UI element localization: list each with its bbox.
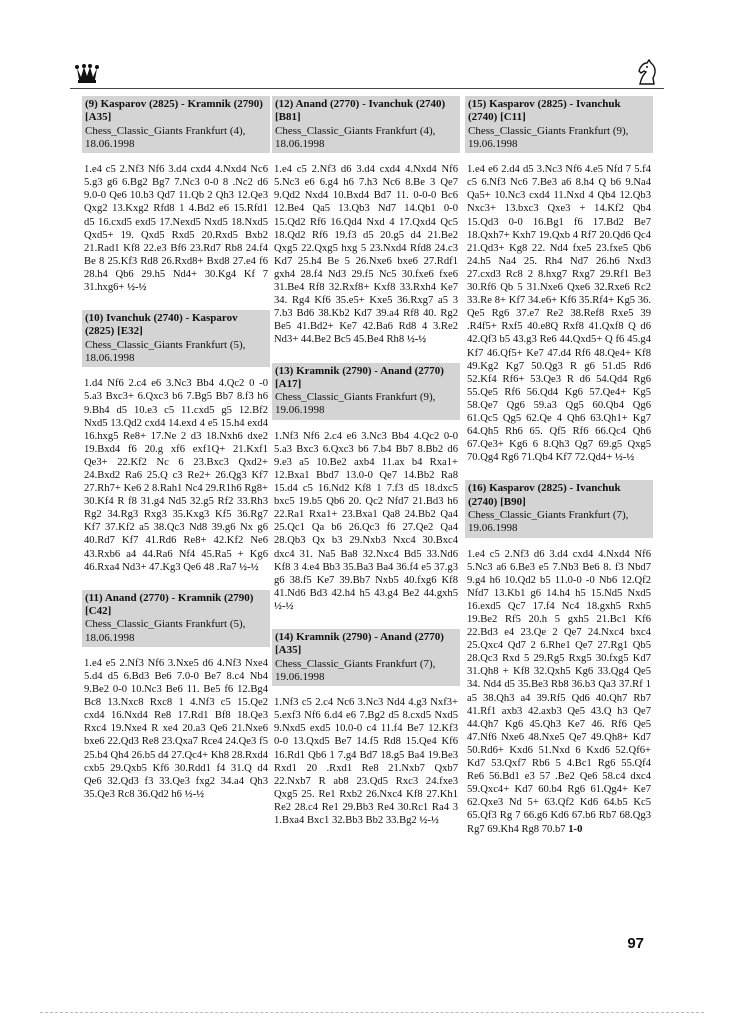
game-result: ½-½ [127, 282, 147, 294]
moves-text: 1.e4 c5 2.Nf3 d6 3.d4 cxd4 4.Nxd4 Nf6 5.Nc3 e6 6.g4 h6 7.h3 Nc6 8.Be 3 Qe7 9.Qd2 Nxd4 10.Bxd4 Bd7 11. 0-0-0 Bc6 12.Be4 Qa5 13.Qb3 Nd7 14.Qb1 0-0 15.Qd2 Rf6 16.Qd4 Nxd 4 17.Qxd4 Qc5 18.Qd2 Rf6 19.f3 d5 20.g5 d4 21.Be2 Qxg5 22.Qxg5 hxg 5 23.Nxd4 Rfd8 24.c3 Kd7 25.h4 Be 5 26.Nxe6 bxe6 27.Rdf1 gxh4 28.f4 Nd3 29.f5 Nc5 30.fxe6 fxe6 31.Be4 Rf8 32.Rxf8+ Kxf8 33.Rxh4 Ke7 34. Rg4 Kf6 35.e5+ Kxe5 36.Rxg7 a5 3 7.b3 Bd6 38.Kb2 Kd7 39.a4 Rf8 40. Rg2 Be5 41.Bd2+ Ke7 42.Ba6 Rd8 4 3.Re2 Nd3+ 44.Be2 Bc5 45.Be4 Rh8 [274, 164, 458, 346]
column-3 [465, 96, 653, 852]
moves-text: 1.e4 c5 2.Nf3 d6 3.d4 cxd4 4.Nxd4 Nf6 5.Nc3 a6 6.Be3 e5 7.Nb3 Be6 8. f3 Nbd7 9.g4 h6 10.Qd2 b5 11.0-0 -0 Nb6 12.Qf2 Nfd7 13.Kb1 g6 14.h4 h5 15.Nd5 Nxd5 16.exd5 Qc7 17.f4 Nc4 18.gxh5 Rxh5 19.Be2 Rf5 20.h 5 gxh5 21.Bc1 Kf6 22.Bd3 e4 23.Qe 2 Qe7 24.Nxc4 bxc4 25.Qxc4 Qd7 2 6.Rhe1 Qe7 27.Rg1 Qb5 28.Qc3 Rxd 5 29.Rg5 Rxg5 30.fxg5 Kd7 31.Qh8 + Kf8 32.Qxh5 Kg6 33.Qg4 Qe5 34. Nd4 d5 35.Be3 Rb8 36.b3 Qa3 37.Rf 1 a5 38.Qh3 a4 39.Rf5 Qd6 40.Qh7 Rb7 41.Rf1 axb3 42.axb3 Qe5 43.Q h3 Qe7 44.Qh7 Kg6 45.Qh3 Ke7 46. Rf6 Qe5 47.Nf6 Nxe6 48.Nxe5 Qe7 49.Qh8+ Kd7 50.Rd6+ Kxd6 51.Nxd 6 Kxd6 52.Qf6+ Kd7 53.Qxf7 Rb6 5 4.Bc1 Rg6 55.Qf4 Re6 56.Bd1 e3 57 .Be2 Qe6 58.c4 dxc4 59.Qxc4+ Kd7 60.b4 Rg6 61.Qg4+ Ke7 62.Qxe3 Nd 5+ 63.Qf2 Kd6 64.b5 Kc5 65.Qf3 Rg 7 66.g6 Kd6 67.b6 Rb7 68.Qg3 Rg7 69.Kh4 Rg8 70.b7 [467, 548, 651, 835]
game-event: Chess_Classic_Giants Frankfurt (9), [468, 124, 629, 137]
queen-icon [74, 62, 100, 84]
game-moves [82, 163, 270, 294]
game-event: Chess_Classic_Giants Frankfurt (4), [85, 124, 246, 137]
game-header [272, 629, 460, 686]
game-date: 18.06.1998 [85, 631, 135, 644]
game-moves [465, 163, 653, 464]
game-entry [82, 96, 270, 294]
game-date: 19.06.1998 [468, 522, 518, 535]
game-entry [82, 310, 270, 574]
game-header [272, 363, 460, 420]
game-header [82, 590, 270, 647]
game-title: (11) Anand (2770) - Kramnik (2790) [C42] [85, 591, 254, 618]
game-moves [82, 377, 270, 573]
moves-text: 1.e4 e6 2.d4 d5 3.Nc3 Nf6 4.e5 Nfd 7 5.f4 c5 6.Nf3 Nc6 7.Be3 a6 8.h4 Q b6 9.Na4 Qa5+ 10.Nc3 cxd4 11.Nxd 4 Qb4 12.Qb3 Nxc3+ 13.bxc3 Qxe3 + 14.Kf2 Qb4 15.Qd3 0-0 16.Bg1 f6 17.Bd2 Be7 18.Qxh7+ Kxh7 19.Qxb 4 Rf7 20.Qd6 Qc4 21.Qd3+ Kg8 22. Nd4 fxe5 23.fxe5 Qb6 24.h5 Na4 25. Rh4 Nd7 26.h6 Nxd3 27.cxd3 Rc8 2 8.hxg7 Rxg7 29.Rf1 Be3 30.Rf6 Qb 5 31.Nxe6 Qxe6 32.Rxe6 Rc2 33.Re 8+ Kf7 34.e6+ Kf6 35.Rf4+ Kg5 36. Qe5 Rg6 37.e7 Re2 38.Ref8 Rxe5 39 .R4f5+ Rxf5 40.e8Q Rxf8 41.Qxf8 Q d6 42.Qf3 b5 43.g3 Re6 44.Qxd5+ Q f6 45.g4 Kf7 46.Qf5+ Ke7 47.d4 Rf6 48.Qe4+ Kf8 49.Kg2 Kg7 50.Qg3 R g6 51.d5 Rd6 52.Kf4 Rf6+ 53.Qe3 R d6 54.Qd4 Rg6 55.Qe5 Rf6 56.Qd4 Kg6 57.Qe4+ Kg5 58.Qe7 Qg6 59.a3 Qg5 60.Qb4 Qg6 61.Qc5 Qg5 62.Qe 4 Qh6 63.Qh1+ Kg7 64.Qh5 Rh6 65. Qf5 Rf6 66.Qc4 Qh6 67.Qe3+ Kg6 6 8.Qh3 Qg7 69.g5 Qxg5 70.Qg4 Rg6 71.Qb4 Kf7 72.Qd4+ [467, 164, 651, 464]
game-header [82, 310, 270, 367]
footer-divider [40, 1012, 704, 1013]
game-moves [272, 696, 460, 827]
moves-text: 1.d4 Nf6 2.c4 e6 3.Nc3 Bb4 4.Qc2 0 -0 5.a3 Bxc3+ 6.Qxc3 b6 7.Bg5 Bb7 8.f3 h6 9.Bh4 d5 10.e3 c5 11.cxd5 g5 12.Bf2 Nxd5 13.Qd2 cxd4 14.exd 4 e5 15.h4 exd4 16.hxg5 Re8+ 17.Ne 2 d3 18.Nxh6 dxe2 19.Bxd4 f6 20.g xf6 exf1Q+ 21.Kxf1 Qe3+ 22.Kf2 Nc 6 23.Bxc3 Qxd2+ 24.Bxd2 Ra6 25.Q c3 Re2+ 26.Qg3 Kf7 27.Rh7+ Ke6 2 8.Rah1 Nc4 29.R1h6 Rg8+ 30.Kf4 R f8 31.g4 Nd5 32.g5 Rf2 33.Rh3 Rg2 34.Rg3 Rxg3 35.Kxg3 Kf5 36.Rg7 Kf7 37.Kf2 a5 38.Qc3 Nd8 39.g6 Nx g6 40.Rd7 Kf7 41.Rd6 Re8+ 42.Kf2 Ne6 43.Rxb6 a4 44.Ra6 Nf4 45.Ra5 + Kg6 46.Rxa4 Nd3+ 47.Kg3 Qe6 48 .Ra7 [84, 378, 268, 573]
column-2 [272, 96, 460, 843]
game-title: (12) Anand (2770) - Ivanchuk (2740) [B81] [275, 98, 446, 124]
game-date: 18.06.1998 [85, 352, 135, 365]
game-date: 18.06.1998 [275, 137, 325, 150]
game-moves [272, 430, 460, 613]
moves-text: 1.Nf3 Nf6 2.c4 e6 3.Nc3 Bb4 4.Qc2 0-0 5.a3 Bxc3 6.Qxc3 b6 7.b4 Bb7 8.Bb2 d6 9.e3 a5 10.Be2 axb4 11.ax b4 Rxa1+ 12.Bxa1 Bbd7 13.0-0 Qe7 14.Bb2 Ra8 15.d4 c5 16.Nd2 Kf8 1 7.f3 d5 18.dxc5 bxc5 19.b5 Qb6 20. Qc2 Nfd7 21.Bd3 h6 22.Ra1 Rxa1+ 23.Bxa1 Qa8 24.Bb2 Qa4 25.Qc1 Qa b6 26.Qc3 f6 27.Qe2 Qa4 28.Qb3 Qx b3 29.Nxb3 Nxc4 30.Bxc4 dxc4 31. Na5 Ba8 32.Nxc4 Bd5 33.Nd6 Kf8 3 4.e4 Bb3 35.Ba3 Ba4 36.f4 e5 37.g3 g6 38.f5 Ke7 39.Bb7 Nxb5 40.fxg6 Kf8 41.Nd6 Bd3 42.h4 h5 43.g4 Be2 44.gxh5 [274, 430, 458, 599]
game-entry [272, 629, 460, 827]
game-event: Chess_Classic_Giants Frankfurt (7), [468, 508, 629, 521]
game-title: (10) Ivanchuk (2740) - Kasparov (2825) [E32] [85, 312, 238, 338]
game-entry [272, 96, 460, 347]
game-entry [465, 480, 653, 835]
game-moves [82, 657, 270, 801]
game-date: 18.06.1998 [85, 137, 135, 150]
game-header [82, 96, 270, 153]
game-date: 19.06.1998 [275, 670, 325, 683]
game-date: 19.06.1998 [468, 137, 518, 150]
game-title: (16) Kasparov (2825) - Ivanchuk (2740) [B90] [468, 482, 621, 508]
column-1 [82, 96, 270, 817]
game-title: (14) Kramnik (2790) - Anand (2770) [A35] [275, 631, 444, 657]
moves-text: 1.e4 c5 2.Nf3 Nf6 3.d4 cxd4 4.Nxd4 Nc6 5.g3 g6 6.Bg2 Bg7 7.Nc3 0-0 8 .Nc2 d6 9.0-0 Qe6 10.b3 Qd7 11.Qb 2 Qh3 12.Qe3 Qxg2 13.Kxg2 Rfd8 1 4.Bd2 e6 15.Rfd1 d5 16.cxd5 exd5 17.Nexd5 Nxd5 18.Nxd5 Qxd5+ 19. Qxd5 Rxd5 20.Rxd5 Bxb2 21.Rad1 Kf8 22.e3 Bf6 23.Rd7 Rb8 24.f4 Be 8 25.Kf3 Rd8 26.Rxd8+ Bxd8 27.e4 f6 28.h4 Qb6 29.h5 Nd4+ 30.Kg4 Kf 7 31.hxg6+ [84, 164, 268, 294]
game-event: Chess_Classic_Giants Frankfurt (7), [275, 657, 436, 670]
moves-text: 1.e4 e5 2.Nf3 Nf6 3.Nxe5 d6 4.Nf3 Nxe4 5.d4 d5 6.Bd3 Be6 7.0-0 Be7 8.c4 Nb4 9.Be2 0-0 10.Nc3 Be6 11. Be5 f6 12.Bg4 Bc8 13.Nxc8 Rxc8 1 4.Nf3 c5 15.Qe2 cxd4 16.Nxd4 Re8 17.Rd1 Bf8 18.Qe3 Rxc4 19.Nxe4 R xe4 20.a3 Qe6 21.Nxe6 bxe6 22.Qd3 Re8 23.Qxa7 Rce4 24.Qe3 f5 25.b4 Qh4 26.b5 d4 27.Qc4+ Kh8 28.Rxd4 cxb5 29.Qxb5 Kf6 30.Rdd1 f4 31.Q d4 Qe6 32.Qd3 f3 33.Qe3 fxg2 34.a4 Qh3 35.Qe3 Rc8 36.Qd2 h6 [84, 657, 268, 800]
game-result: ½-½ [614, 452, 635, 464]
moves-text: 1.Nf3 c5 2.c4 Nc6 3.Nc3 Nd4 4.g3 Nxf3+ 5.exf3 Nf6 6.d4 e6 7.Bg2 d5 8.cxd5 Nxd5 9.Nxd5 exd5 10.0-0 c4 11.f4 Be7 12.Kf3 0-0 13.Qxd5 Be7 14.f5 Rd8 15.Qe4 Kf6 16.Rd1 Qb6 1 7.g4 Bd7 18.g5 Ba4 19.Be3 Rxd1 20 .Rxd1 Re8 21.Nxb7 Qxb7 22.Nxb7 R ab8 23.Qd5 Rxc3 24.fxe3 Qxg5 25. Re1 Rxb2 26.Nxc4 Kf8 27.Kh1 Re2 28.c4 Re1 29.Bb3 Re4 30.Rc1 Ra4 3 1.Bxa4 Bxc1 32.Bb3 Bb2 33.Bg2 [274, 697, 458, 827]
game-entry [272, 363, 460, 614]
page-header [70, 58, 664, 89]
game-date: 19.06.1998 [275, 404, 325, 417]
game-title: (13) Kramnik (2790) - Anand (2770) [A17] [275, 364, 444, 390]
game-entry [82, 590, 270, 801]
game-title: (9) Kasparov (2825) - Kramnik (2790) [A35] [85, 98, 263, 124]
game-result: ½-½ [239, 561, 259, 573]
game-event: Chess_Classic_Giants Frankfurt (5), [85, 618, 246, 631]
game-moves [272, 163, 460, 346]
game-result: ½-½ [274, 600, 294, 612]
game-result: 1-0 [568, 823, 583, 835]
game-entry [465, 96, 653, 464]
page-number: 97 [627, 935, 644, 952]
game-title: (15) Kasparov (2825) - Ivanchuk (2740) [C11] [468, 98, 621, 124]
game-event: Chess_Classic_Giants Frankfurt (9), [275, 391, 436, 404]
game-header [465, 96, 653, 153]
game-result: ½-½ [184, 788, 205, 800]
game-result: ½-½ [406, 334, 427, 346]
game-header [465, 480, 653, 537]
game-event: Chess_Classic_Giants Frankfurt (5), [85, 338, 246, 351]
game-result: ½-½ [419, 815, 439, 827]
knight-icon [634, 58, 660, 86]
game-moves [465, 548, 653, 836]
game-event: Chess_Classic_Giants Frankfurt (4), [275, 124, 436, 137]
game-header [272, 96, 460, 153]
